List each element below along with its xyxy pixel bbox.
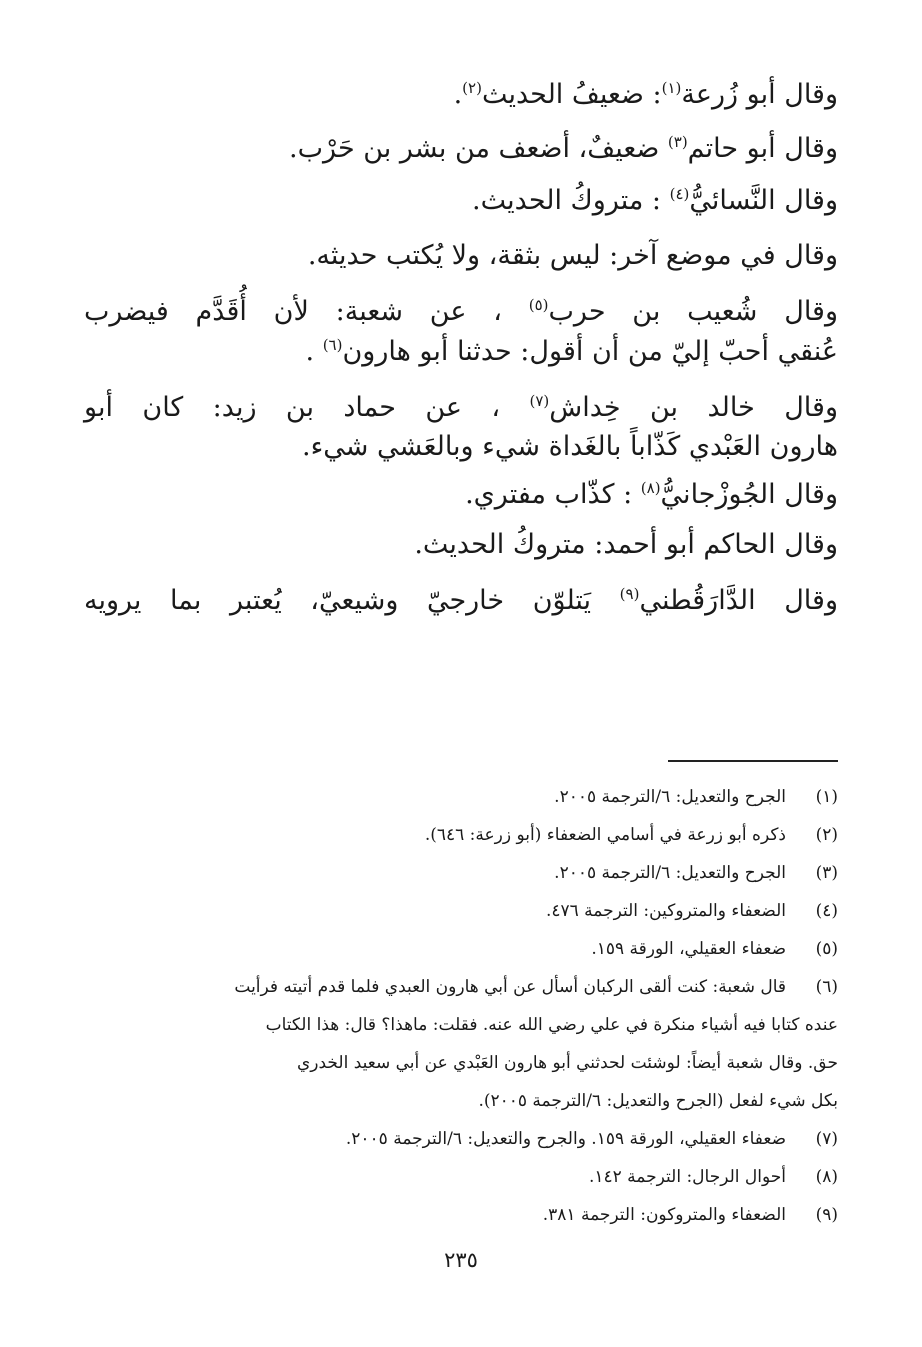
- footnote-5: [84, 930, 838, 968]
- text-line-11: [84, 584, 838, 618]
- text-segment: عُنقي أحبّ إليّ من أن أقول: حدثنا أبو هارون: [342, 335, 838, 367]
- footnote-number: (٨): [815, 1167, 838, 1187]
- footnote-text: الجرح والتعديل: ٦/الترجمة ٢٠٠٥.: [554, 787, 786, 807]
- text-segment: ، عن شعبة: لأن أُقَدَّم فيضرب: [84, 296, 529, 327]
- footnote-ref-3: (٣): [667, 132, 688, 151]
- text-line-10: وقال الحاكم أبو أحمد: متروكُ الحديث.: [414, 528, 838, 560]
- text-segment: وقال الدَّارَقُطني: [639, 584, 838, 616]
- text-line-7: [84, 391, 838, 425]
- text-line-6: [84, 335, 838, 369]
- footnote-1: [84, 778, 838, 816]
- footnote-number: (٦): [815, 977, 838, 997]
- footnote-number: (٩): [815, 1205, 838, 1225]
- text-line-5: [84, 295, 838, 329]
- footnote-text: أحوال الرجال: الترجمة ١٤٢.: [588, 1167, 786, 1187]
- footnote-8: [84, 1158, 838, 1196]
- page-number: ٢٣٥: [444, 1248, 478, 1272]
- footnote-ref-9: (٩): [619, 584, 640, 603]
- footnote-ref-5: (٥): [528, 296, 549, 314]
- footnotes: [84, 778, 838, 1234]
- footnote-number: (٢): [815, 825, 838, 845]
- footnote-text: ضعفاء العقيلي، الورقة ١٥٩.: [591, 939, 786, 959]
- footnote-ref-2: (٢): [462, 79, 482, 97]
- text-segment: وقال خالد بن خِداش: [549, 391, 838, 423]
- footnote-3: [84, 854, 838, 892]
- footnote-text: ذكره أبو زرعة في أسامي الضعفاء (أبو زرعة: ٦٤٦).: [424, 825, 786, 845]
- text-line-8: هارون العَبْدي كَذّاباً بالغَداة شيء وبالعَشي شيء.: [301, 431, 838, 463]
- text-segment: وقال شُعيب بن حرب: [548, 296, 838, 327]
- text-segment: .: [305, 335, 323, 367]
- footnote-ref-1: (١): [661, 79, 682, 97]
- footnote-number: (٣): [815, 863, 838, 883]
- footnote-7: [84, 1120, 838, 1158]
- text-segment: وقال الجُوزْجانيُّ: [660, 479, 838, 510]
- text-line-1: [84, 78, 838, 112]
- text-segment: يَتلوّن خارجيّ وشيعيّ، يُعتبر بما يرويه: [84, 584, 620, 616]
- footnote-ref-7: (٧): [529, 391, 550, 410]
- footnote-ref-8: (٨): [640, 479, 661, 497]
- text-line-4: وقال في موضع آخر: ليس بثقة، ولا يُكتب حديثه.: [307, 240, 838, 272]
- text-segment: وقال أبو زُرعة: [681, 79, 838, 110]
- footnote-number: (١): [815, 787, 838, 807]
- footnote-6: [84, 968, 838, 1120]
- text-segment: .: [453, 79, 463, 110]
- footnote-text-line: قال شعبة: كنت ألقى الركبان أسأل عن أبي هارون العبدي فلما قدم أتيته فرأيت: [234, 977, 786, 997]
- footnote-ref-6: (٦): [322, 335, 343, 354]
- footnote-separator: [668, 760, 838, 762]
- footnote-2: [84, 816, 838, 854]
- footnote-number: (٥): [815, 939, 838, 959]
- main-text: [84, 78, 838, 617]
- footnote-number: (٤): [815, 901, 838, 921]
- footnote-text: الجرح والتعديل: ٦/الترجمة ٢٠٠٥.: [554, 863, 786, 883]
- text-line-2: [84, 132, 838, 166]
- footnote-text-line: بكل شيء لفعل (الجرح والتعديل: ٦/الترجمة ٢٠٠٥).: [478, 1091, 838, 1111]
- text-segment: ، عن حماد بن زيد: كان أبو: [84, 391, 530, 423]
- text-segment: وقال النَّسائيُّ: [689, 184, 838, 216]
- footnote-text-line: حق. وقال شعبة أيضاً: لوشئت لحدثني أبو هارون العَبْدي عن أبي سعيد الخدري: [296, 1053, 838, 1073]
- text-segment: وقال أبو حاتم: [687, 132, 838, 164]
- footnote-9: [84, 1196, 838, 1234]
- footnote-4: [84, 892, 838, 930]
- footnote-text: الضعفاء والمتروكون: الترجمة ٣٨١.: [542, 1205, 786, 1225]
- footnote-number: (٧): [815, 1129, 838, 1149]
- text-line-3: [84, 184, 838, 218]
- footnote-ref-4: (٤): [669, 184, 690, 203]
- text-segment: : متروكُ الحديث.: [472, 184, 670, 216]
- text-segment: ضعيفٌ، أضعف من بشر بن حَرْب.: [289, 132, 668, 164]
- footnote-text: ضعفاء العقيلي، الورقة ١٥٩. والجرح والتعديل: ٦/الترجمة ٢٠٠٥.: [345, 1129, 786, 1149]
- text-segment: : ضعيفُ الحديث: [481, 79, 662, 110]
- footnote-text: الضعفاء والمتروكين: الترجمة ٤٧٦.: [545, 901, 786, 921]
- text-line-9: [84, 478, 838, 512]
- footnote-text-line: عنده كتابا فيه أشياء منكرة في علي رضي الله عنه. فقلت: ماهذا؟ قال: هذا الكتاب: [265, 1015, 838, 1035]
- text-segment: : كذّاب مفتري.: [465, 479, 641, 510]
